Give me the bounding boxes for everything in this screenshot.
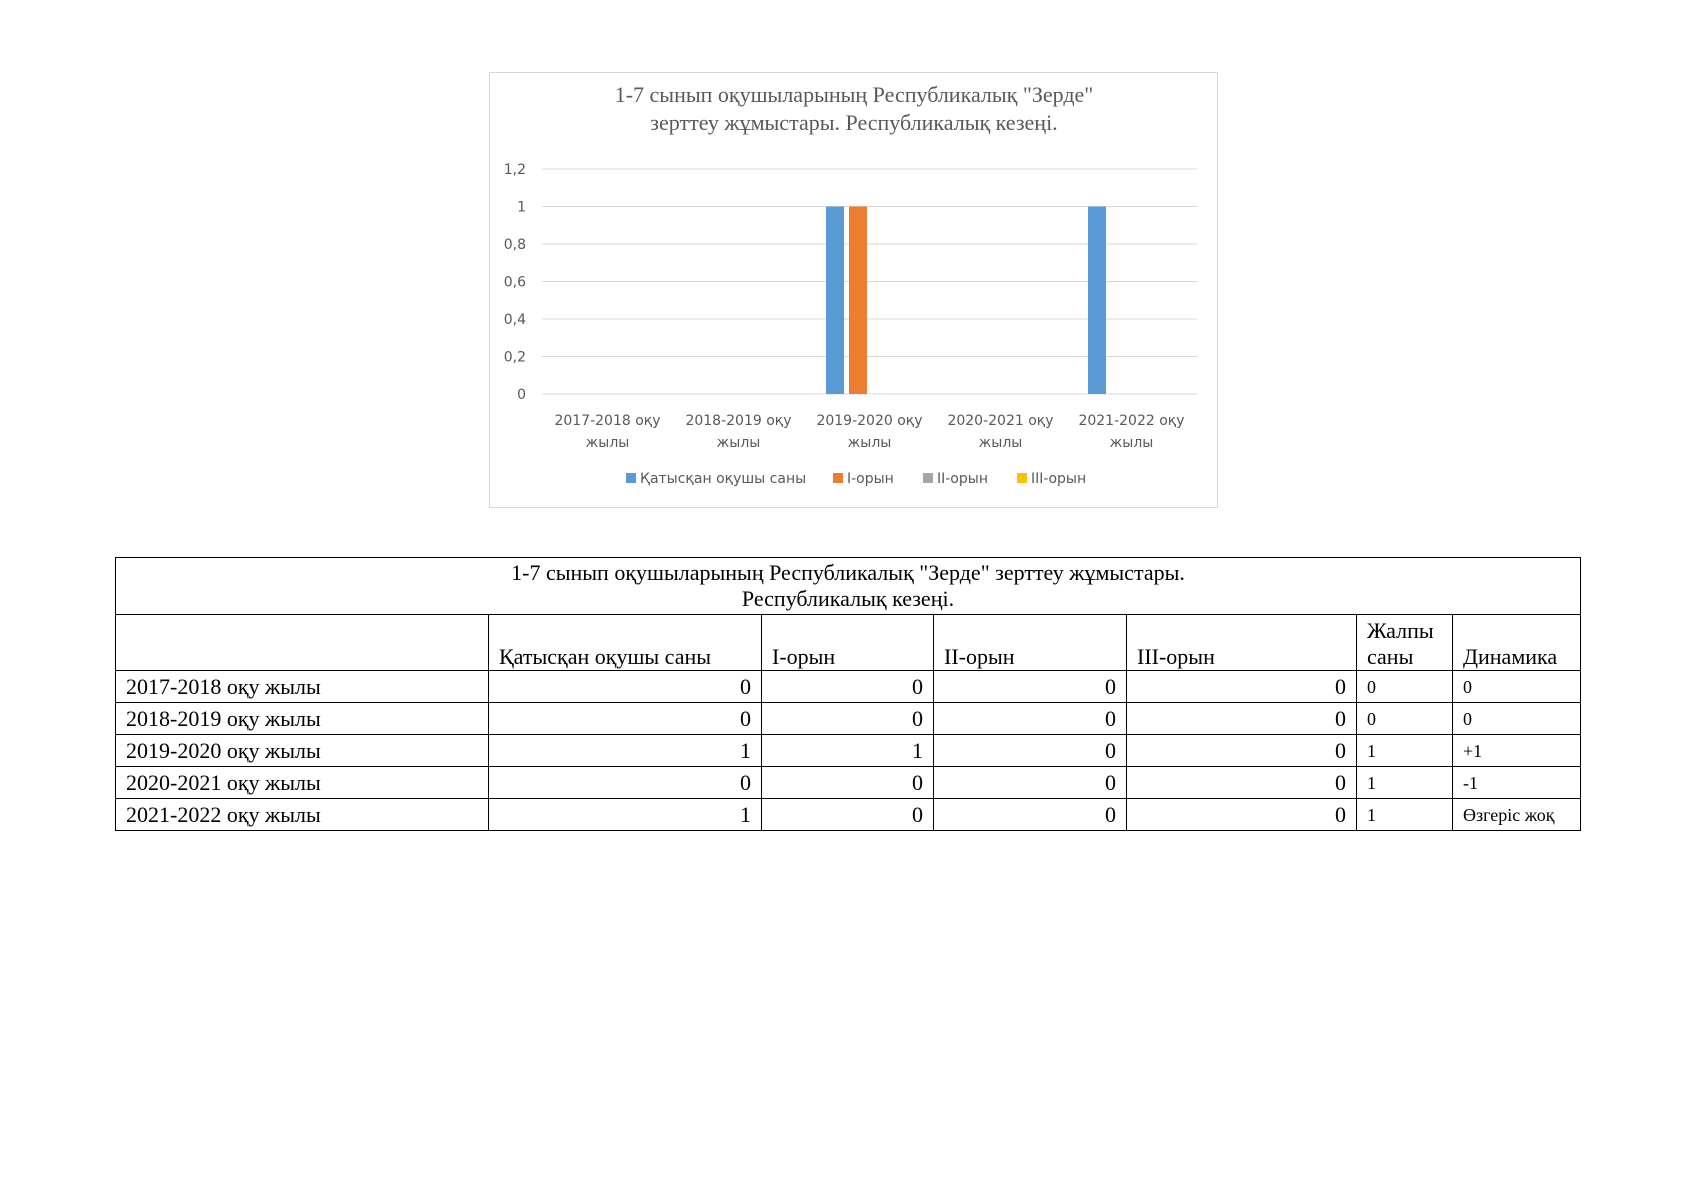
header-total [1357, 615, 1453, 671]
cell-second-place: 0 [934, 735, 1127, 767]
y-tick-label: 0,6 [503, 274, 526, 291]
row-year: 2019-2020 оқу жылы [116, 735, 489, 767]
y-tick-label: 0,2 [503, 349, 526, 366]
bar-chart [490, 73, 1219, 509]
header-empty [116, 615, 489, 671]
legend-label: I-орын [847, 471, 894, 487]
cell-first-place: 0 [762, 767, 934, 799]
cell-dynamics: +1 [1453, 735, 1581, 767]
cell-first-place: 0 [762, 671, 934, 703]
x-tick-label: 2021-2022 оқу [1078, 413, 1185, 429]
table-row [116, 703, 1581, 735]
x-tick-label: 2019-2020 оқу [816, 413, 923, 429]
bar [1088, 207, 1106, 395]
row-year: 2017-2018 оқу жылы [116, 671, 489, 703]
legend-swatch [833, 473, 843, 483]
header-participants: Қатысқан оқушы саны [489, 615, 762, 671]
cell-third-place: 0 [1127, 671, 1357, 703]
cell-total: 0 [1357, 671, 1453, 703]
table-row [116, 799, 1581, 831]
cell-second-place: 0 [934, 671, 1127, 703]
table-header-row [116, 615, 1581, 671]
cell-total: 1 [1357, 735, 1453, 767]
cell-dynamics: 0 [1453, 703, 1581, 735]
header-third-place: III-орын [1127, 615, 1357, 671]
x-tick-label: жылы [1109, 435, 1154, 451]
x-tick-label: 2017-2018 оқу [554, 413, 661, 429]
table-caption-line-1: 1-7 сынып оқушыларының Республикалық "Зерде" зерттеу жұмыстары. [511, 560, 1185, 585]
results-table [115, 557, 1581, 831]
cell-second-place: 0 [934, 703, 1127, 735]
cell-dynamics: -1 [1453, 767, 1581, 799]
table-row [116, 735, 1581, 767]
cell-total: 1 [1357, 767, 1453, 799]
header-dynamics: Динамика [1453, 615, 1581, 671]
row-year: 2021-2022 оқу жылы [116, 799, 489, 831]
legend-label: II-орын [937, 471, 988, 487]
chart-area [489, 72, 1218, 508]
cell-total: 1 [1357, 799, 1453, 831]
header-total-line-1: Жалпы [1367, 618, 1434, 643]
chart-title-line-1: 1-7 сынып оқушыларының Республикалық "Зерде" [614, 82, 1094, 107]
cell-third-place: 0 [1127, 703, 1357, 735]
y-tick-label: 1,2 [503, 162, 526, 178]
cell-first-place: 0 [762, 703, 934, 735]
cell-second-place: 0 [934, 799, 1127, 831]
row-year: 2020-2021 оқу жылы [116, 767, 489, 799]
row-year: 2018-2019 оқу жылы [116, 703, 489, 735]
legend-swatch [626, 473, 636, 483]
x-tick-label: жылы [978, 435, 1023, 451]
cell-third-place: 0 [1127, 799, 1357, 831]
legend-label: III-орын [1031, 471, 1087, 487]
x-tick-label: 2018-2019 оқу [685, 413, 792, 429]
legend-swatch [923, 473, 933, 483]
x-tick-label: жылы [847, 435, 892, 451]
cell-total: 0 [1357, 703, 1453, 735]
y-tick-label: 0,8 [503, 237, 526, 253]
y-tick-label: 0,4 [503, 312, 526, 328]
cell-participants: 0 [489, 671, 762, 703]
table-row [116, 671, 1581, 703]
y-tick-label: 0 [517, 387, 526, 403]
header-total-line-2: саны [1367, 644, 1414, 669]
bar [826, 207, 844, 395]
legend-label: Қатысқан оқушы саны [640, 471, 807, 487]
x-tick-label: жылы [585, 435, 630, 451]
y-tick-label: 1 [517, 199, 526, 216]
cell-dynamics: 0 [1453, 671, 1581, 703]
table-row [116, 767, 1581, 799]
legend-swatch [1017, 473, 1027, 483]
header-first-place: I-орын [762, 615, 934, 671]
table-caption [116, 558, 1581, 615]
header-second-place: II-орын [934, 615, 1127, 671]
x-tick-label: 2020-2021 оқу [947, 413, 1054, 429]
cell-second-place: 0 [934, 767, 1127, 799]
cell-first-place: 1 [762, 735, 934, 767]
cell-dynamics: Өзгеріс жоқ [1453, 799, 1581, 831]
table-caption-line-2: Республикалық кезеңі. [741, 586, 955, 611]
cell-participants: 0 [489, 767, 762, 799]
cell-third-place: 0 [1127, 735, 1357, 767]
cell-participants: 1 [489, 735, 762, 767]
cell-first-place: 0 [762, 799, 934, 831]
x-tick-label: жылы [716, 435, 761, 451]
cell-third-place: 0 [1127, 767, 1357, 799]
cell-participants: 0 [489, 703, 762, 735]
chart-title-line-2: зерттеу жұмыстары. Республикалық кезеңі. [650, 110, 1058, 135]
cell-participants: 1 [489, 799, 762, 831]
bar [849, 207, 867, 395]
